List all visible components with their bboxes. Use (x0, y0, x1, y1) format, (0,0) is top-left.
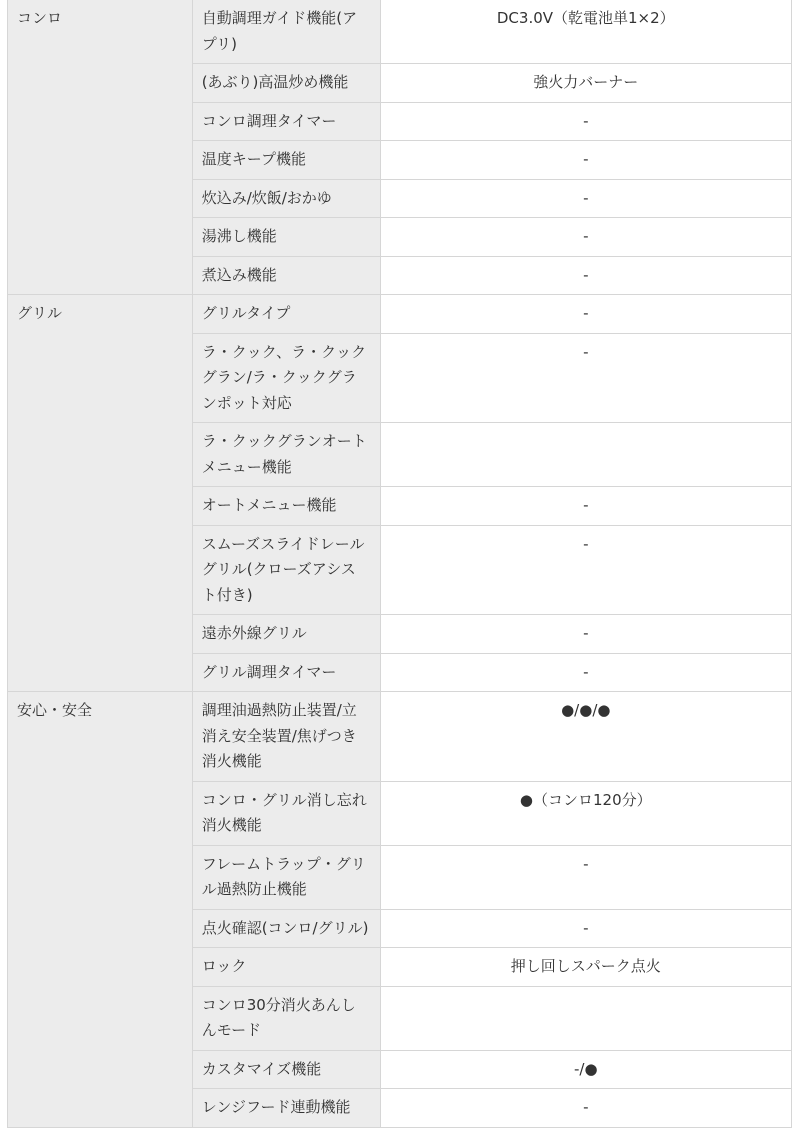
item-label: グリルタイプ (192, 295, 380, 334)
item-label: 煮込み機能 (192, 256, 380, 295)
item-value: - (380, 909, 791, 948)
item-value: - (380, 333, 791, 423)
item-value: - (380, 1089, 791, 1128)
spec-table (7, 0, 792, 1128)
item-label: ロック (192, 948, 380, 987)
item-value: 強火力バーナー (380, 64, 791, 103)
item-label: コンロ・グリル消し忘れ消火機能 (192, 781, 380, 845)
item-value: - (380, 218, 791, 257)
category-cell-stove: コンロ (8, 0, 193, 295)
item-label: コンロ30分消火あんしんモード (192, 986, 380, 1050)
item-value (380, 986, 791, 1050)
item-label: レンジフード連動機能 (192, 1089, 380, 1128)
table-row (8, 295, 792, 334)
item-value (380, 423, 791, 487)
item-label: ラ・クック、ラ・クックグラン/ラ・クックグランポット対応 (192, 333, 380, 423)
item-value: - (380, 141, 791, 180)
item-label: 炊込み/炊飯/おかゆ (192, 179, 380, 218)
item-value: - (380, 256, 791, 295)
item-label: フレームトラップ・グリル過熱防止機能 (192, 845, 380, 909)
item-value: - (380, 525, 791, 615)
item-value: DC3.0V（乾電池単1×2） (380, 0, 791, 64)
item-label: スムーズスライドレールグリル(クローズアシスト付き) (192, 525, 380, 615)
item-value: - (380, 845, 791, 909)
item-value: 押し回しスパーク点火 (380, 948, 791, 987)
item-label: 点火確認(コンロ/グリル) (192, 909, 380, 948)
item-label: ラ・クックグランオートメニュー機能 (192, 423, 380, 487)
item-value: - (380, 179, 791, 218)
item-label: 自動調理ガイド機能(アプリ) (192, 0, 380, 64)
item-value: - (380, 295, 791, 334)
item-label: オートメニュー機能 (192, 487, 380, 526)
item-label: 遠赤外線グリル (192, 615, 380, 654)
item-value: - (380, 615, 791, 654)
item-label: コンロ調理タイマー (192, 102, 380, 141)
category-cell-grill: グリル (8, 295, 193, 692)
table-row (8, 0, 792, 64)
item-label: (あぶり)高温炒め機能 (192, 64, 380, 103)
item-label: 湯沸し機能 (192, 218, 380, 257)
item-value: -/● (380, 1050, 791, 1089)
item-value: ●/●/● (380, 692, 791, 782)
item-label: 調理油過熱防止装置/立消え安全装置/焦げつき消火機能 (192, 692, 380, 782)
table-row (8, 692, 792, 782)
item-label: グリル調理タイマー (192, 653, 380, 692)
item-value: ●（コンロ120分） (380, 781, 791, 845)
item-value: - (380, 653, 791, 692)
item-label: 温度キープ機能 (192, 141, 380, 180)
item-value: - (380, 102, 791, 141)
item-value: - (380, 487, 791, 526)
item-label: カスタマイズ機能 (192, 1050, 380, 1089)
category-cell-safety: 安心・安全 (8, 692, 193, 1128)
